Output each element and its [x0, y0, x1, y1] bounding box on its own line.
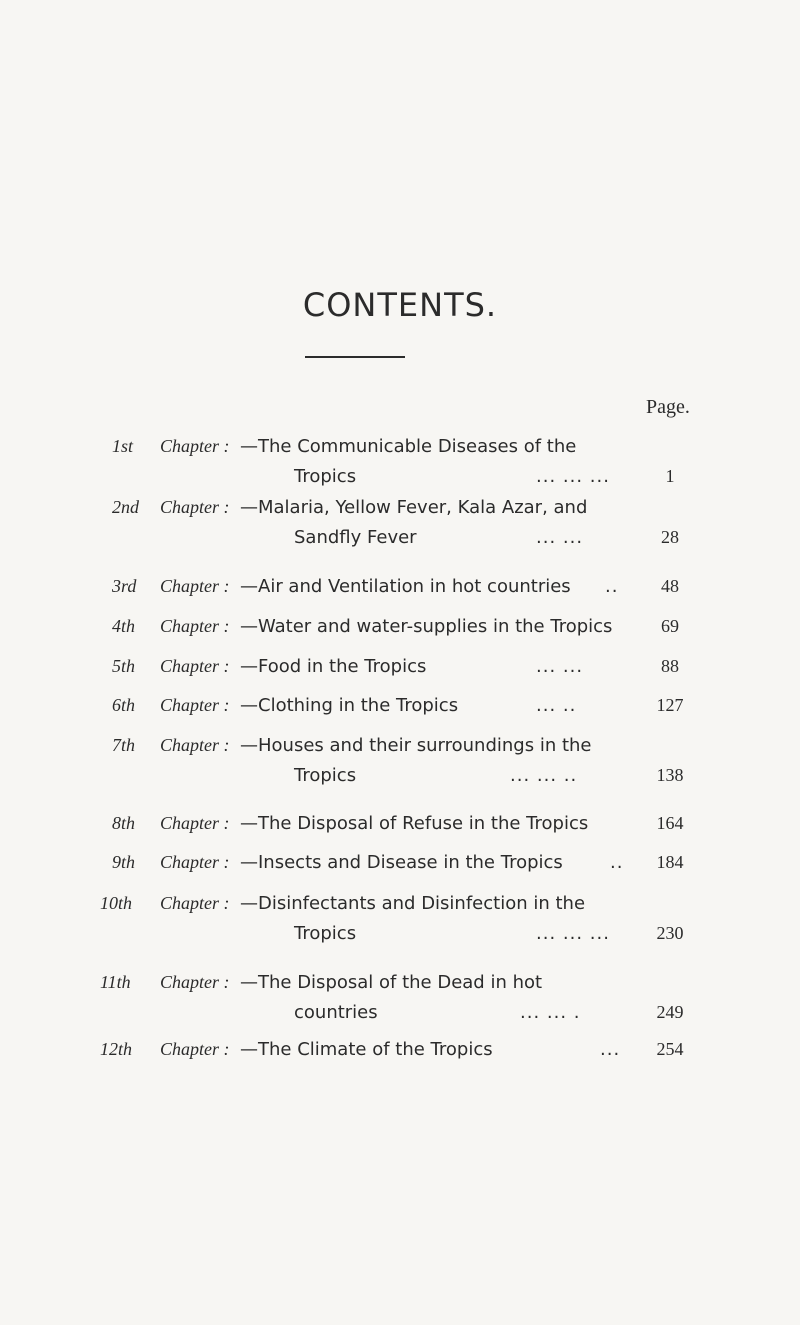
chapter-number: 8th	[112, 813, 136, 833]
chapter-label: Chapter :	[160, 972, 230, 992]
chapter-label: Chapter :	[160, 576, 230, 596]
toc-entry	[0, 436, 800, 496]
page-number: 28	[661, 527, 679, 547]
leader-dots: ... ...	[536, 656, 584, 677]
chapter-title-continued: Tropics	[294, 466, 357, 487]
chapter-number: 10th	[100, 893, 133, 913]
page-number: 127	[656, 695, 684, 715]
chapter-label: Chapter :	[160, 616, 230, 636]
chapter-label: Chapter :	[160, 695, 230, 715]
chapter-number: 5th	[112, 656, 136, 676]
chapter-title: —Food in the Tropics	[240, 656, 427, 677]
chapter-title: —Houses and their surroundings in the	[240, 735, 592, 756]
chapter-label: Chapter :	[160, 436, 230, 456]
chapter-title: —Insects and Disease in the Tropics	[240, 852, 563, 873]
page-number: 1	[665, 466, 675, 486]
leader-dots: ... ... .	[520, 1002, 581, 1023]
chapter-title-continued: Tropics	[294, 765, 357, 786]
leader-dots: ... ..	[536, 695, 577, 716]
chapter-number: 12th	[100, 1039, 133, 1059]
chapter-number: 1st	[112, 436, 134, 456]
chapter-label: Chapter :	[160, 497, 230, 517]
leader-dots: ... ... ..	[510, 765, 578, 786]
toc-entry	[0, 972, 800, 1032]
chapter-title: —The Disposal of the Dead in hot	[240, 972, 543, 993]
chapter-title: —The Communicable Diseases of the	[240, 436, 577, 457]
page-number: 230	[656, 923, 684, 943]
chapter-title: —Disinfectants and Disinfection in the	[240, 893, 586, 914]
chapter-number: 7th	[112, 735, 136, 755]
chapter-number: 3rd	[112, 576, 137, 596]
chapter-title: —Air and Ventilation in hot countries	[240, 576, 571, 597]
chapter-label: Chapter :	[160, 813, 230, 833]
leader-dots: ..	[610, 852, 624, 873]
title-rule	[305, 356, 405, 358]
page-number: 48	[661, 576, 679, 596]
leader-dots: ...	[600, 1039, 621, 1060]
chapter-label: Chapter :	[160, 1039, 230, 1059]
chapter-number: 11th	[100, 972, 131, 992]
page-title: CONTENTS.	[302, 286, 498, 324]
chapter-number: 2nd	[112, 497, 139, 517]
chapter-number: 6th	[112, 695, 136, 715]
chapter-title: —Malaria, Yellow Fever, Kala Azar, and	[240, 497, 588, 518]
page-number: 249	[656, 1002, 684, 1022]
page-column-header: Page.	[646, 396, 690, 418]
chapter-label: Chapter :	[160, 735, 230, 755]
page-number: 69	[661, 616, 679, 636]
chapter-title: —Clothing in the Tropics	[240, 695, 459, 716]
chapter-label: Chapter :	[160, 656, 230, 676]
chapter-number: 9th	[112, 852, 136, 872]
toc-entry	[0, 893, 800, 953]
chapter-title-continued: Tropics	[294, 923, 357, 944]
chapter-title-continued: Sandfly Fever	[294, 527, 417, 548]
leader-dots: ... ... ...	[536, 466, 610, 487]
chapter-label: Chapter :	[160, 852, 230, 872]
page-number: 164	[656, 813, 684, 833]
toc-entry	[0, 497, 800, 557]
page-number: 254	[656, 1039, 684, 1059]
page-number: 184	[656, 852, 684, 872]
leader-dots: ... ...	[536, 527, 584, 548]
chapter-title-continued: countries	[294, 1002, 378, 1023]
chapter-number: 4th	[112, 616, 136, 636]
toc-entry	[0, 735, 800, 795]
page-number: 138	[656, 765, 684, 785]
page-number: 88	[661, 656, 679, 676]
chapter-title: —Water and water-supplies in the Tropics	[240, 616, 613, 637]
leader-dots: ..	[605, 576, 619, 597]
chapter-title: —The Disposal of Refuse in the Tropics	[240, 813, 589, 834]
toc-entry	[0, 1039, 800, 1099]
leader-dots: ... ... ...	[536, 923, 610, 944]
chapter-label: Chapter :	[160, 893, 230, 913]
chapter-title: —The Climate of the Tropics	[240, 1039, 493, 1060]
